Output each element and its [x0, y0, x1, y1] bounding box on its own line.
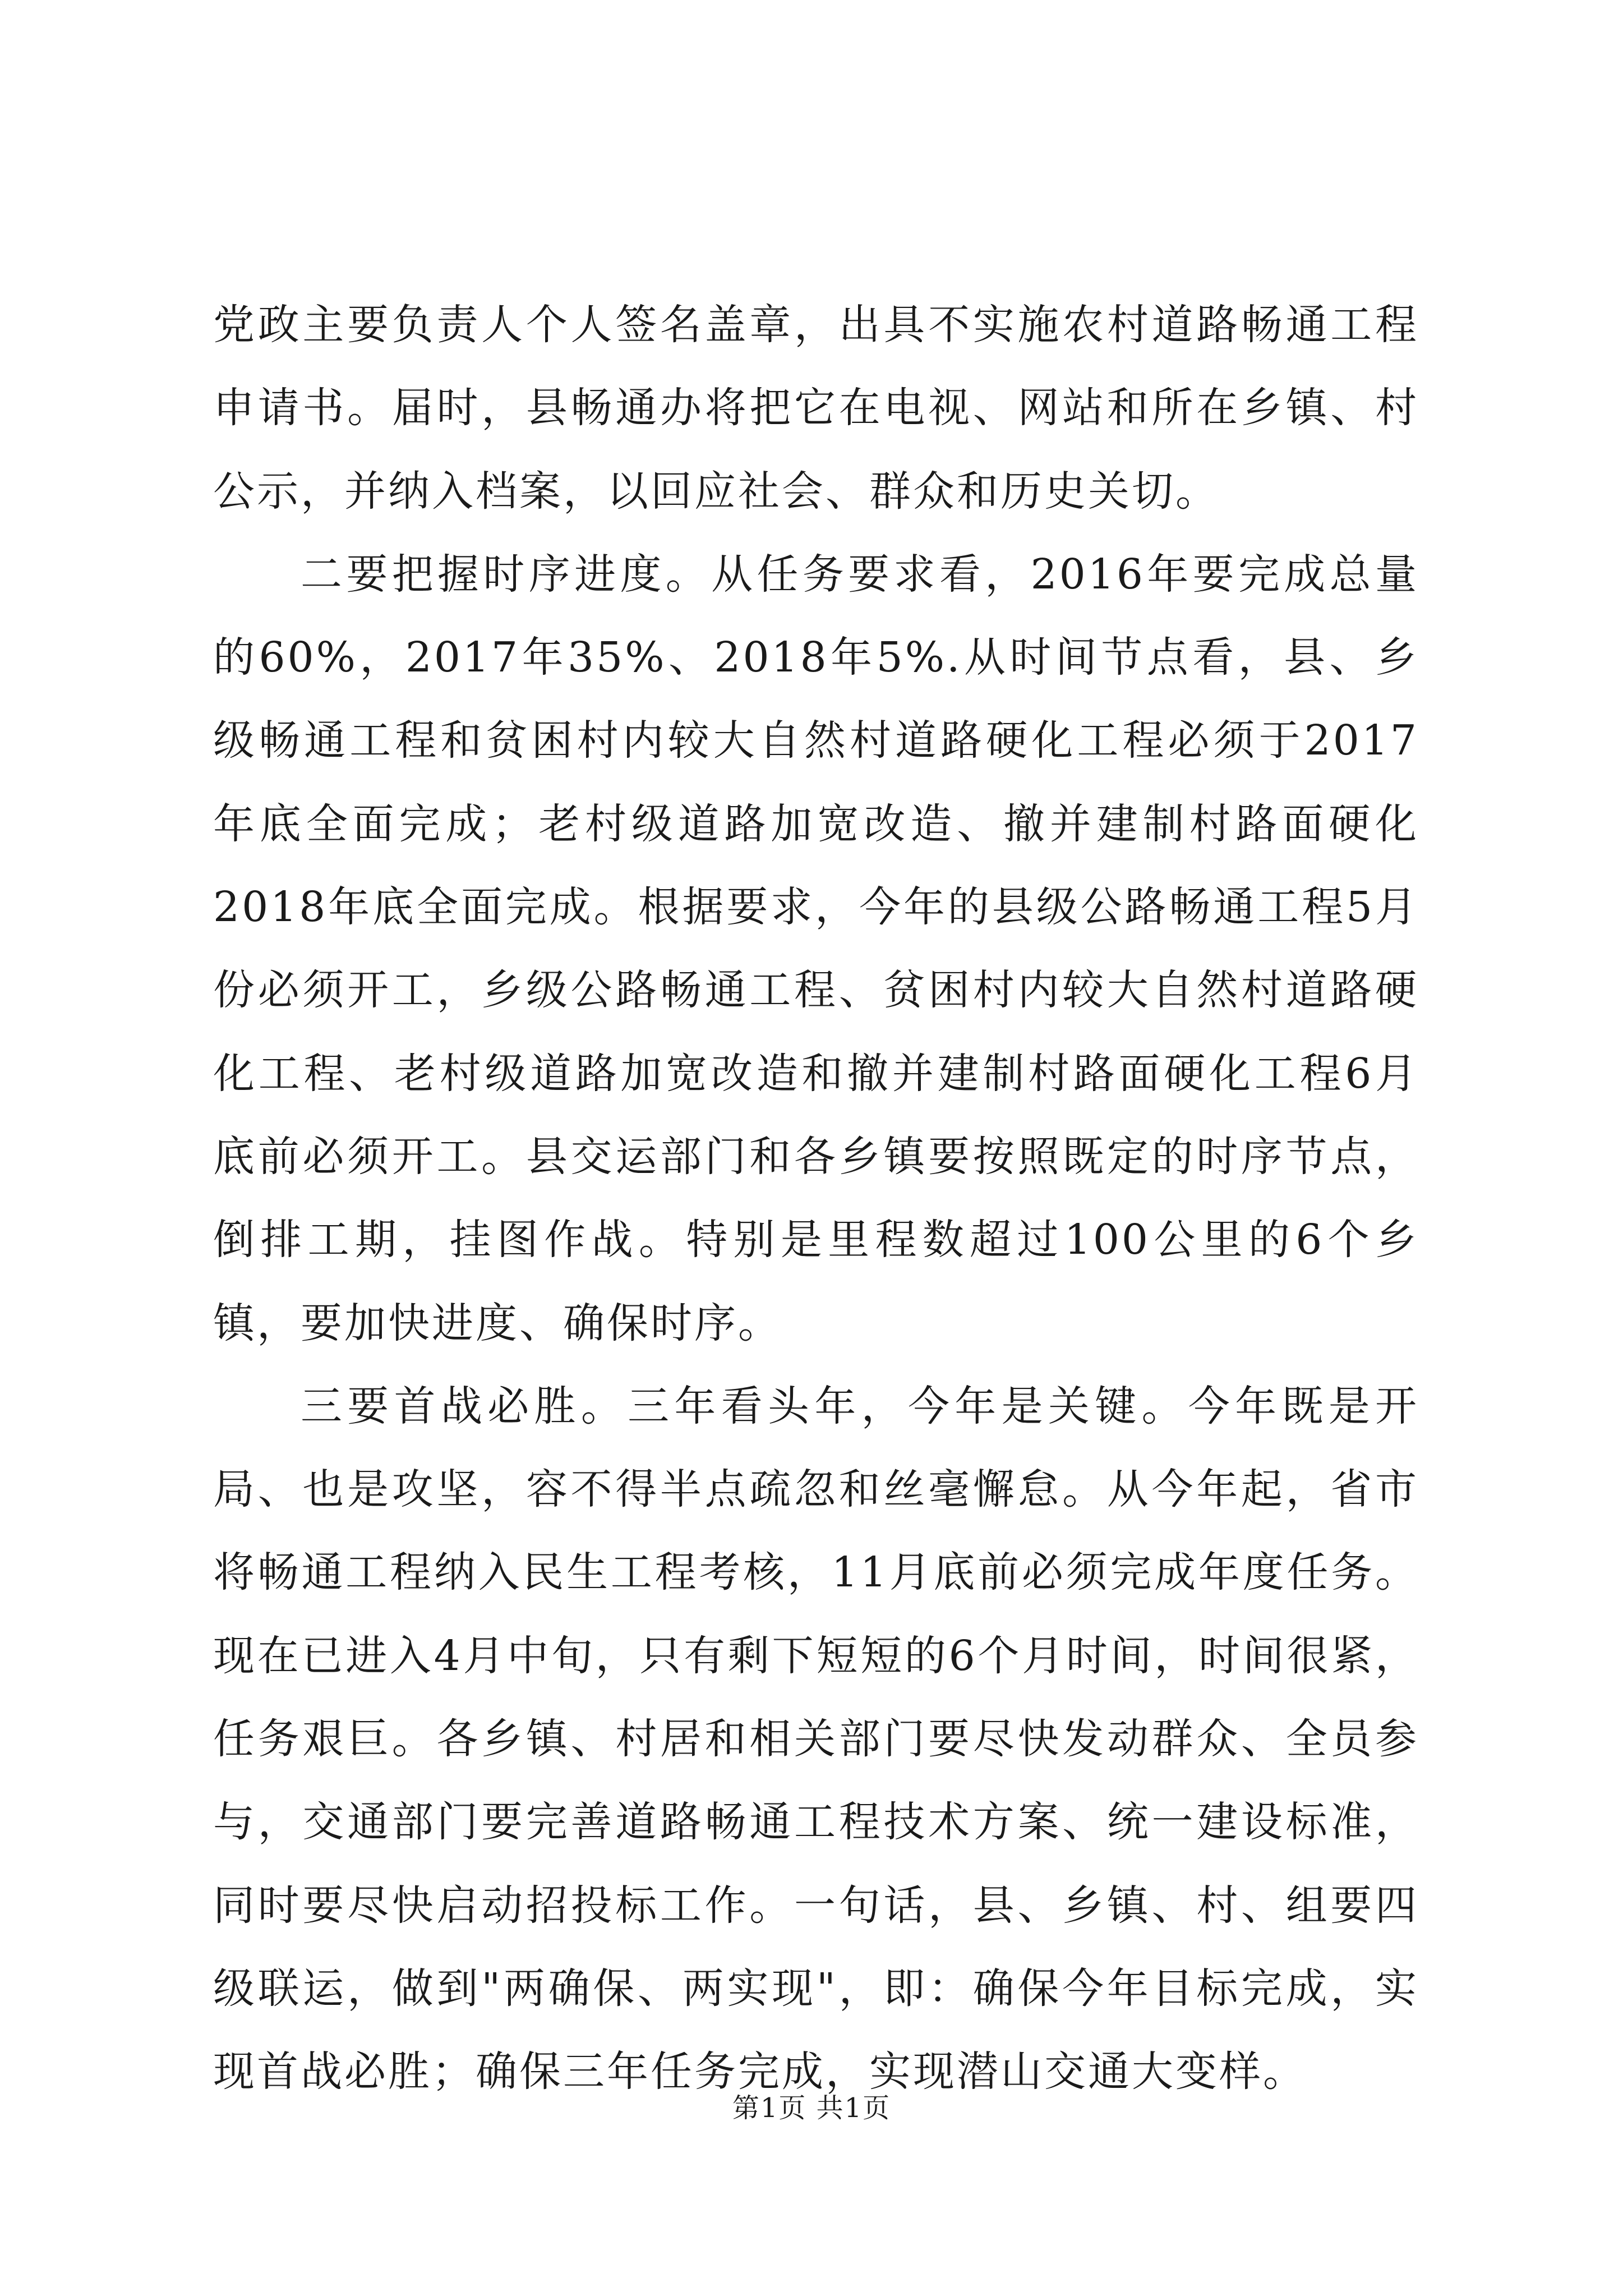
paragraph-continuation: 党政主要负责人个人签名盖章，出具不实施农村道路畅通工程申请书。届时，县畅通办将把它在电视、网站和所在乡镇、村公示，并纳入档案，以回应社会、群众和历史关切。	[213, 301, 1419, 516]
paragraph-timeline: 二要把握时序进度。从任务要求看，2016年要完成总量的60%，2017年35%、2018年5%.从时间节点看，县、乡级畅通工程和贫困村内较大自然村道路硬化工程必须于2017年底全面完成；老村级道路加宽改造、撤并建制村路面硬化2018年底全面完成。根据要求，今年的县级公路畅通工程5月份必须开工，乡级公路畅通工程、贫困村内较大自然村道路硬化工程、老村级道路加宽改造和撤并建制村路面硬化工程6月底前必须开工。县交运部门和各乡镇要按照既定的时序节点，倒排工期，挂图作战。特别是里程数超过100公里的6个乡镇，要加快进度、确保时序。	[213, 550, 1419, 1347]
paragraph-first-battle: 三要首战必胜。三年看头年，今年是关键。今年既是开局、也是攻坚，容不得半点疏忽和丝毫懈怠。从今年起，省市将畅通工程纳入民生工程考核，11月底前必须完成年度任务。现在已进入4月中旬，只有剩下短短的6个月时间，时间很紧，任务艰巨。各乡镇、村居和相关部门要尽快发动群众、全员参与，交通部门要完善道路畅通工程技术方案、统一建设标准，同时要尽快启动招投标工作。一句话，县、乡镇、村、组要四级联运，做到"两确保、两实现"，即：确保今年目标完成，实现首战必胜；确保三年任务完成，实现潜山交通大变样。	[213, 1382, 1419, 2096]
page-footer: 第1页 共1页	[732, 2092, 891, 2124]
document-body	[213, 283, 1419, 2114]
